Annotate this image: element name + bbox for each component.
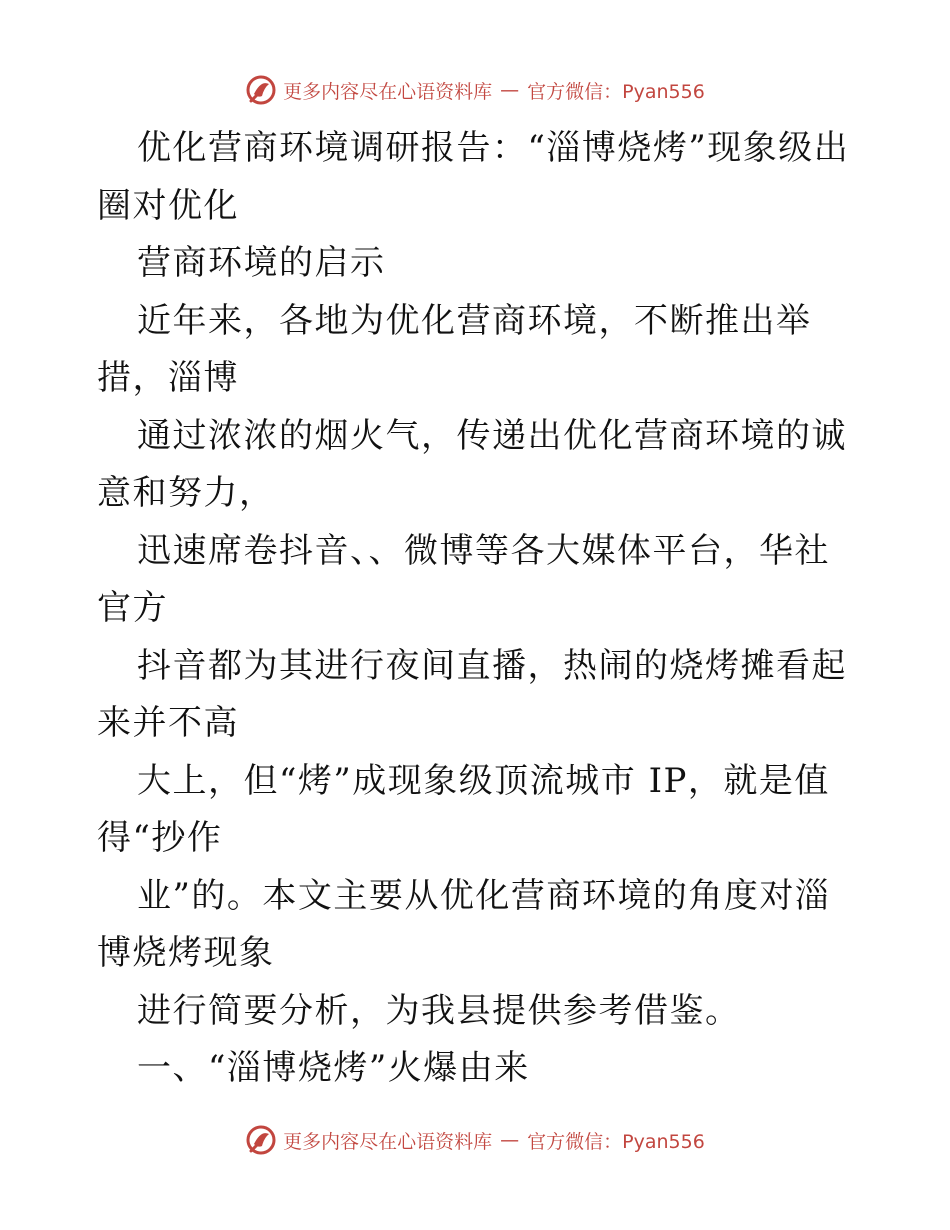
document-body (97, 120, 857, 1098)
logo-icon (245, 1124, 277, 1156)
banner-wechat: 官方微信：Pyan556 (527, 80, 705, 103)
paragraph: 抖音都为其进行夜间直播，热闹的烧烤摊看起来并不高 (97, 645, 847, 743)
paragraph: 通过浓浓的烟火气，传递出优化营商环境的诚意和努力， (97, 415, 847, 513)
banner-wechat: 官方微信：Pyan556 (527, 1130, 705, 1153)
footer-banner (0, 1120, 950, 1160)
logo-icon (245, 74, 277, 106)
paragraph: 迅速席卷抖音、、微博等各大媒体平台，华社官方 (97, 530, 830, 628)
banner-text: 更多内容尽在心语资料库 (283, 1130, 493, 1153)
section-heading: 一、“淄博烧烤”火爆由来 (137, 1048, 530, 1088)
header-banner (0, 70, 950, 110)
paragraph: 营商环境的启示 (137, 243, 386, 283)
paragraph: 近年来，各地为优化营商环境，不断推出举措，淄博 (97, 300, 812, 398)
banner-separator: — (500, 1129, 520, 1151)
paragraph: 进行简要分析，为我县提供参考借鉴。 (137, 990, 741, 1031)
banner-text: 更多内容尽在心语资料库 (283, 80, 493, 103)
paragraph: 大上，但“烤”成现象级顶流城市 IP，就是值得“抄作 (97, 760, 830, 858)
paragraph: 业”的。本文主要从优化营商环境的角度对淄博烧烤现象 (97, 875, 831, 973)
banner-separator: — (500, 79, 520, 101)
paragraph: 优化营商环境调研报告：“淄博烧烤”现象级出圈对优化 (97, 128, 850, 226)
